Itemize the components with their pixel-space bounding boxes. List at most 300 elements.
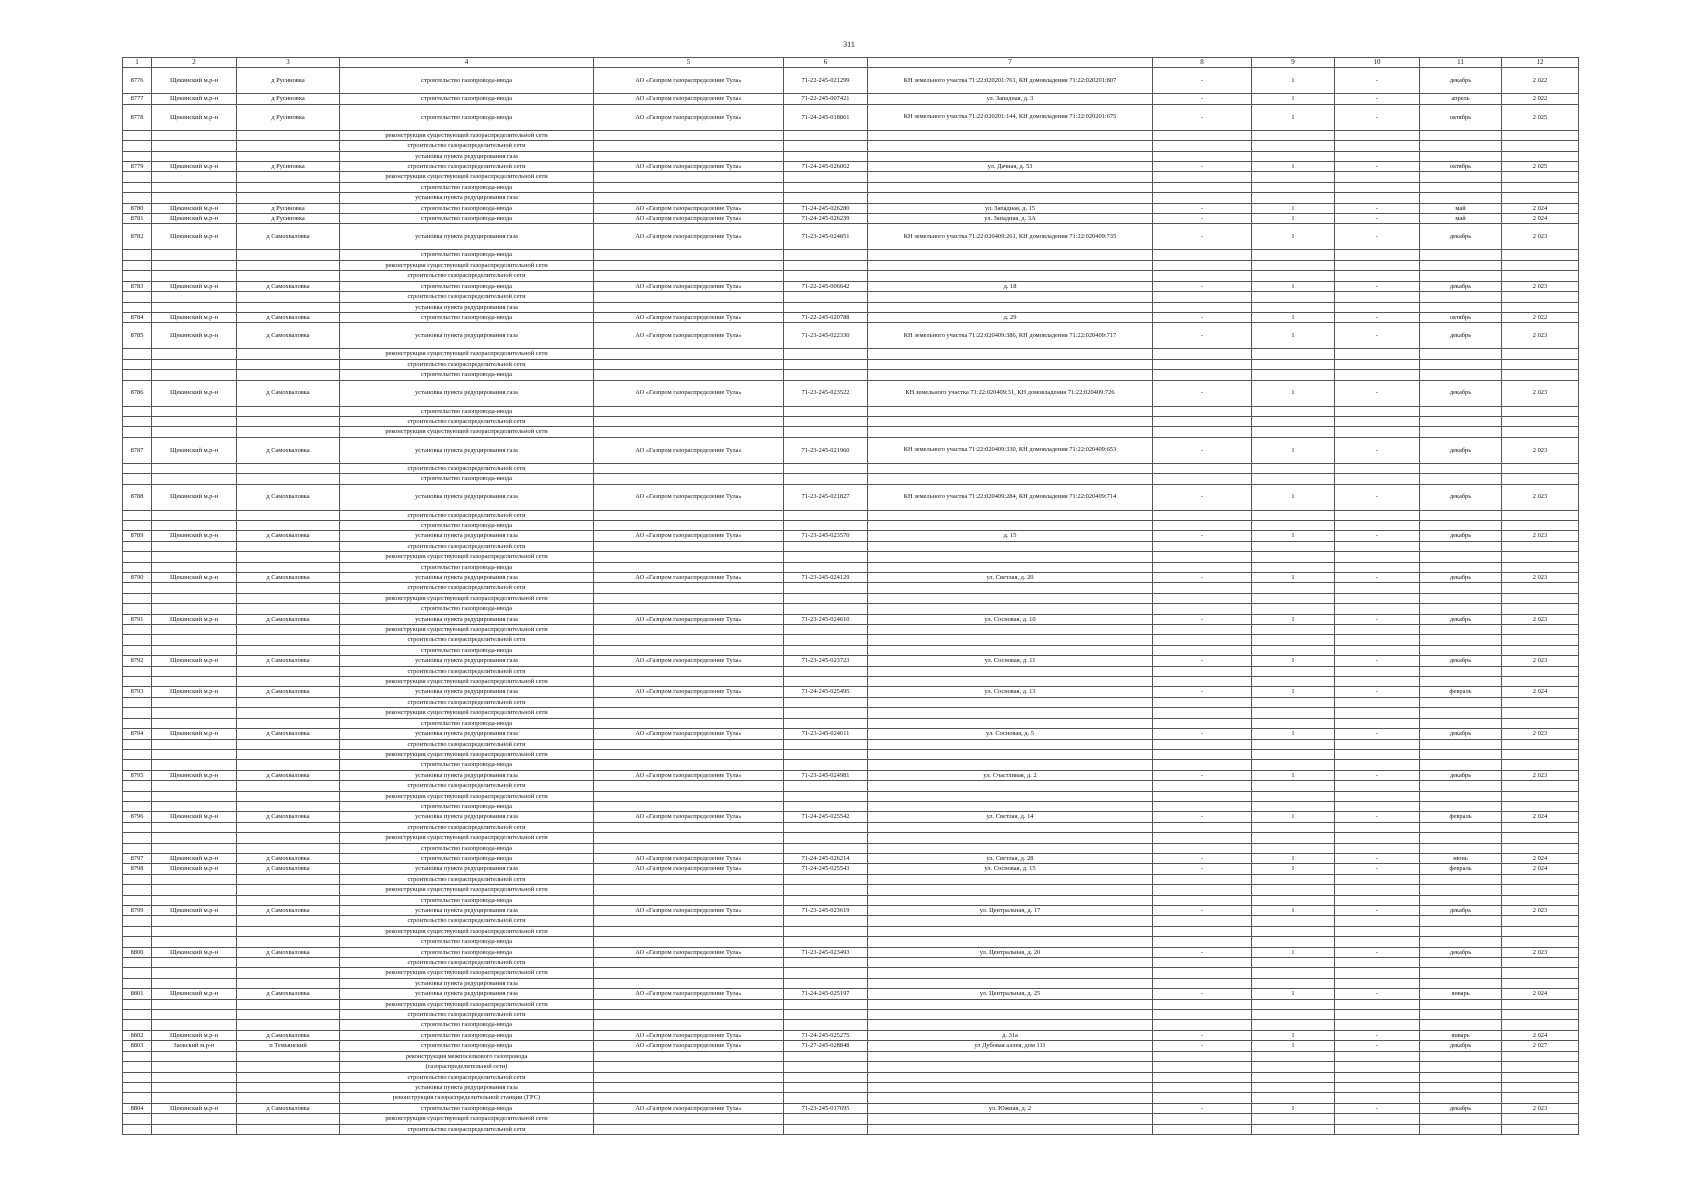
locality-cell xyxy=(237,760,340,770)
address-cell xyxy=(868,193,1153,203)
locality-cell: д Самохваловка xyxy=(237,573,340,583)
organization-cell: АО «Газпром газораспределение Тула» xyxy=(594,864,784,874)
row-number xyxy=(123,250,152,260)
year-cell xyxy=(1502,999,1579,1009)
address-cell xyxy=(868,260,1153,270)
month-cell xyxy=(1420,141,1502,151)
column-8-cell xyxy=(1153,1062,1252,1072)
column-8-cell xyxy=(1153,781,1252,791)
work-subrow xyxy=(123,141,1579,151)
year-cell xyxy=(1502,1020,1579,1030)
locality-cell xyxy=(237,406,340,416)
month-cell xyxy=(1420,749,1502,759)
request-code-cell xyxy=(784,130,868,140)
work-type-cell: реконструкция существующей газораспределительной сети xyxy=(340,791,594,801)
column-8-cell xyxy=(1153,141,1252,151)
year-cell: 2 024 xyxy=(1502,989,1579,999)
request-code-cell xyxy=(784,271,868,281)
quantity-cell xyxy=(1252,739,1335,749)
table-row xyxy=(123,989,1579,999)
locality-cell xyxy=(237,520,340,530)
column-10-cell: - xyxy=(1335,214,1420,224)
address-cell: ул. Сосновая, д. 11 xyxy=(868,656,1153,666)
locality-cell xyxy=(237,250,340,260)
work-type-cell: установка пункта редуцирования газа xyxy=(340,978,594,988)
quantity-cell xyxy=(1252,677,1335,687)
column-10-cell: - xyxy=(1335,812,1420,822)
column-8-cell xyxy=(1153,1124,1252,1134)
district-cell: Щекинский м.р-н xyxy=(152,203,237,213)
district-cell xyxy=(152,791,237,801)
work-subrow xyxy=(123,583,1579,593)
address-cell xyxy=(868,562,1153,572)
year-cell: 2 023 xyxy=(1502,656,1579,666)
column-10-cell: - xyxy=(1335,281,1420,291)
organization-cell xyxy=(594,359,784,369)
locality-cell: д Самохваловка xyxy=(237,437,340,463)
month-cell xyxy=(1420,833,1502,843)
request-code-cell xyxy=(784,635,868,645)
row-number: 8796 xyxy=(123,812,152,822)
work-type-cell: реконструкция существующей газораспределительной сети xyxy=(340,172,594,182)
year-cell xyxy=(1502,718,1579,728)
district-cell: Щекинский м.р-н xyxy=(152,656,237,666)
organization-cell xyxy=(594,427,784,437)
column-8-cell: - xyxy=(1153,312,1252,322)
organization-cell xyxy=(594,562,784,572)
row-number xyxy=(123,130,152,140)
work-subrow xyxy=(123,625,1579,635)
district-cell: Щекинский м.р-н xyxy=(152,437,237,463)
work-subrow xyxy=(123,510,1579,520)
year-cell xyxy=(1502,677,1579,687)
request-code-cell xyxy=(784,739,868,749)
column-10-cell: - xyxy=(1335,68,1420,94)
address-cell: ул. Западная, д. 15 xyxy=(868,203,1153,213)
locality-cell: д Самохваловка xyxy=(237,281,340,291)
district-cell xyxy=(152,474,237,484)
column-8-cell: - xyxy=(1153,573,1252,583)
locality-cell xyxy=(237,781,340,791)
quantity-cell: 1 xyxy=(1252,656,1335,666)
organization-cell xyxy=(594,1010,784,1020)
quantity-cell xyxy=(1252,250,1335,260)
month-cell xyxy=(1420,416,1502,426)
locality-cell xyxy=(237,370,340,380)
district-cell: Щекинский м.р-н xyxy=(152,312,237,322)
address-cell: ул. Счастливая, д. 2 xyxy=(868,770,1153,780)
row-number xyxy=(123,182,152,192)
month-cell: декабрь xyxy=(1420,1103,1502,1113)
locality-cell xyxy=(237,666,340,676)
address-cell xyxy=(868,1010,1153,1020)
address-cell: КН земельного участка 71:22:020409:31, КН домовладения 71:22:020409:726 xyxy=(868,380,1153,406)
organization-cell: АО «Газпром газораспределение Тула» xyxy=(594,656,784,666)
work-type-cell: строительство газораспределительной сети xyxy=(340,874,594,884)
column-8-cell: - xyxy=(1153,224,1252,250)
organization-cell xyxy=(594,739,784,749)
column-10-cell: - xyxy=(1335,531,1420,541)
locality-cell xyxy=(237,822,340,832)
month-cell: декабрь xyxy=(1420,1041,1502,1051)
district-cell xyxy=(152,349,237,359)
locality-cell xyxy=(237,541,340,551)
column-8-cell xyxy=(1153,604,1252,614)
locality-cell: д Русиновка xyxy=(237,214,340,224)
district-cell xyxy=(152,1062,237,1072)
column-8-cell xyxy=(1153,1114,1252,1124)
year-cell xyxy=(1502,151,1579,161)
work-type-cell: строительство газопровода-ввода xyxy=(340,1103,594,1113)
row-number: 8799 xyxy=(123,906,152,916)
month-cell xyxy=(1420,427,1502,437)
row-number: 8794 xyxy=(123,729,152,739)
month-cell xyxy=(1420,593,1502,603)
row-number: 8802 xyxy=(123,1030,152,1040)
request-code-cell xyxy=(784,604,868,614)
request-code-cell xyxy=(784,141,868,151)
column-10-cell xyxy=(1335,885,1420,895)
district-cell xyxy=(152,697,237,707)
organization-cell xyxy=(594,968,784,978)
work-type-cell: строительство газопровода-ввода xyxy=(340,645,594,655)
address-cell xyxy=(868,349,1153,359)
locality-cell xyxy=(237,978,340,988)
address-cell xyxy=(868,1072,1153,1082)
quantity-cell xyxy=(1252,406,1335,416)
quantity-cell: 1 xyxy=(1252,531,1335,541)
district-cell: Щекинский м.р-н xyxy=(152,94,237,104)
organization-cell xyxy=(594,1124,784,1134)
column-10-cell xyxy=(1335,604,1420,614)
table-row xyxy=(123,770,1579,780)
year-cell xyxy=(1502,593,1579,603)
row-number: 8780 xyxy=(123,203,152,213)
column-10-cell xyxy=(1335,562,1420,572)
month-cell: декабрь xyxy=(1420,614,1502,624)
district-cell xyxy=(152,151,237,161)
organization-cell xyxy=(594,833,784,843)
organization-cell xyxy=(594,666,784,676)
locality-cell xyxy=(237,749,340,759)
organization-cell xyxy=(594,583,784,593)
month-cell xyxy=(1420,739,1502,749)
month-cell: октябрь xyxy=(1420,104,1502,130)
request-code-cell: 71-24-245-018861 xyxy=(784,104,868,130)
request-code-cell xyxy=(784,1114,868,1124)
row-number xyxy=(123,370,152,380)
district-cell xyxy=(152,739,237,749)
address-cell: ул Дубовая аллея, дом 111 xyxy=(868,1041,1153,1051)
column-10-cell: - xyxy=(1335,614,1420,624)
organization-cell xyxy=(594,781,784,791)
month-cell xyxy=(1420,552,1502,562)
row-number xyxy=(123,1082,152,1092)
locality-cell xyxy=(237,1072,340,1082)
month-cell xyxy=(1420,697,1502,707)
column-10-cell xyxy=(1335,645,1420,655)
district-cell xyxy=(152,583,237,593)
locality-cell: д Самохваловка xyxy=(237,224,340,250)
quantity-cell: 1 xyxy=(1252,614,1335,624)
locality-cell: д Русиновка xyxy=(237,94,340,104)
month-cell xyxy=(1420,677,1502,687)
column-10-cell xyxy=(1335,593,1420,603)
column-8-cell xyxy=(1153,645,1252,655)
organization-cell: АО «Газпром газораспределение Тула» xyxy=(594,380,784,406)
month-cell xyxy=(1420,843,1502,853)
quantity-cell: 1 xyxy=(1252,853,1335,863)
request-code-cell xyxy=(784,349,868,359)
column-8-cell: - xyxy=(1153,281,1252,291)
column-8-cell xyxy=(1153,625,1252,635)
column-10-cell xyxy=(1335,895,1420,905)
column-8-cell: - xyxy=(1153,68,1252,94)
work-type-cell: реконструкция существующей газораспределительной сети xyxy=(340,749,594,759)
quantity-cell xyxy=(1252,1051,1335,1061)
locality-cell xyxy=(237,1062,340,1072)
work-subrow xyxy=(123,895,1579,905)
address-cell xyxy=(868,370,1153,380)
work-type-cell: реконструкция существующей газораспределительной сети xyxy=(340,833,594,843)
locality-cell: д Самохваловка xyxy=(237,687,340,697)
row-number: 8776 xyxy=(123,68,152,94)
work-type-cell: установка пункта редуцирования газа xyxy=(340,729,594,739)
column-10-cell xyxy=(1335,999,1420,1009)
organization-cell: АО «Газпром газораспределение Тула» xyxy=(594,853,784,863)
column-8-cell xyxy=(1153,427,1252,437)
request-code-cell: 71-27-245-028848 xyxy=(784,1041,868,1051)
address-cell xyxy=(868,739,1153,749)
year-cell xyxy=(1502,541,1579,551)
address-cell xyxy=(868,182,1153,192)
district-cell xyxy=(152,1114,237,1124)
district-cell xyxy=(152,635,237,645)
row-number: 8803 xyxy=(123,1041,152,1051)
column-8-cell xyxy=(1153,250,1252,260)
request-code-cell: 71-23-245-024610 xyxy=(784,614,868,624)
work-type-cell: строительство газопровода-ввода xyxy=(340,370,594,380)
column-8-cell xyxy=(1153,739,1252,749)
column-10-cell: - xyxy=(1335,203,1420,213)
address-cell: ул. Сосновая, д. 5 xyxy=(868,729,1153,739)
request-code-cell xyxy=(784,520,868,530)
column-8-cell xyxy=(1153,760,1252,770)
request-code-cell xyxy=(784,895,868,905)
address-cell: КН земельного участка 71:22:020201:144, КН домовладения 71:22:020201:675 xyxy=(868,104,1153,130)
year-cell xyxy=(1502,937,1579,947)
district-cell xyxy=(152,708,237,718)
address-cell: КН земельного участка 71:22:020409:330, КН домовладения 71:22:020409:653 xyxy=(868,437,1153,463)
column-10-cell xyxy=(1335,926,1420,936)
row-number xyxy=(123,801,152,811)
locality-cell: д Самохваловка xyxy=(237,614,340,624)
work-type-cell: строительство газопровода-ввода xyxy=(340,604,594,614)
work-type-cell: строительство газораспределительной сети xyxy=(340,635,594,645)
work-type-cell: установка пункта редуцирования газа xyxy=(340,380,594,406)
work-type-cell: строительство газопровода-ввода xyxy=(340,843,594,853)
work-type-cell: строительство газораспределительной сети xyxy=(340,916,594,926)
row-number: 8787 xyxy=(123,437,152,463)
address-cell xyxy=(868,463,1153,473)
quantity-cell xyxy=(1252,666,1335,676)
row-number xyxy=(123,292,152,302)
organization-cell xyxy=(594,193,784,203)
quantity-cell xyxy=(1252,895,1335,905)
address-cell xyxy=(868,552,1153,562)
column-8-cell xyxy=(1153,1093,1252,1103)
year-cell xyxy=(1502,604,1579,614)
month-cell xyxy=(1420,999,1502,1009)
request-code-cell xyxy=(784,645,868,655)
year-cell xyxy=(1502,833,1579,843)
column-8-cell: - xyxy=(1153,729,1252,739)
column-8-cell xyxy=(1153,130,1252,140)
district-cell xyxy=(152,926,237,936)
work-type-cell: реконструкция существующей газораспределительной сети xyxy=(340,1114,594,1124)
column-10-cell: - xyxy=(1335,437,1420,463)
district-cell: Щекинский м.р-н xyxy=(152,281,237,291)
address-cell xyxy=(868,885,1153,895)
locality-cell: п Темьянский xyxy=(237,1041,340,1051)
work-type-cell: строительство газораспределительной сети xyxy=(340,583,594,593)
row-number xyxy=(123,739,152,749)
row-number xyxy=(123,625,152,635)
column-10-cell xyxy=(1335,749,1420,759)
table-row xyxy=(123,323,1579,349)
organization-cell xyxy=(594,677,784,687)
request-code-cell xyxy=(784,791,868,801)
work-type-cell: строительство газопровода-ввода xyxy=(340,718,594,728)
column-8-cell xyxy=(1153,999,1252,1009)
table-row xyxy=(123,437,1579,463)
organization-cell xyxy=(594,416,784,426)
column-10-cell: - xyxy=(1335,162,1420,172)
column-8-cell xyxy=(1153,593,1252,603)
organization-cell: АО «Газпром газораспределение Тула» xyxy=(594,729,784,739)
district-cell xyxy=(152,1124,237,1134)
organization-cell xyxy=(594,541,784,551)
request-code-cell: 71-22-245-020788 xyxy=(784,312,868,322)
district-cell xyxy=(152,604,237,614)
organization-cell xyxy=(594,697,784,707)
address-cell: ул. Сосновая, д. 10 xyxy=(868,614,1153,624)
address-cell xyxy=(868,1093,1153,1103)
address-cell xyxy=(868,916,1153,926)
column-10-cell xyxy=(1335,708,1420,718)
month-cell xyxy=(1420,978,1502,988)
locality-cell: д Русиновка xyxy=(237,162,340,172)
row-number: 8779 xyxy=(123,162,152,172)
district-cell xyxy=(152,677,237,687)
work-type-cell: строительство газораспределительной сети xyxy=(340,958,594,968)
column-8-cell xyxy=(1153,677,1252,687)
request-code-cell xyxy=(784,510,868,520)
organization-cell xyxy=(594,760,784,770)
request-code-cell: 71-23-245-024129 xyxy=(784,573,868,583)
quantity-cell: 1 xyxy=(1252,947,1335,957)
request-code-cell xyxy=(784,958,868,968)
month-cell xyxy=(1420,583,1502,593)
work-subrow xyxy=(123,645,1579,655)
organization-cell xyxy=(594,885,784,895)
column-8-cell: - xyxy=(1153,656,1252,666)
column-8-cell xyxy=(1153,463,1252,473)
row-number xyxy=(123,833,152,843)
work-type-cell: строительство газораспределительной сети xyxy=(340,1124,594,1134)
work-type-cell: строительство газопровода-ввода xyxy=(340,214,594,224)
locality-cell: д Самохваловка xyxy=(237,1103,340,1113)
address-cell: ул. Центральная, д. 17 xyxy=(868,906,1153,916)
organization-cell xyxy=(594,926,784,936)
column-10-cell xyxy=(1335,833,1420,843)
row-number: 8791 xyxy=(123,614,152,624)
work-type-cell: строительство газораспределительной сети xyxy=(340,162,594,172)
address-cell: ул. Светлая, д. 28 xyxy=(868,853,1153,863)
column-8-cell xyxy=(1153,151,1252,161)
locality-cell xyxy=(237,958,340,968)
row-number xyxy=(123,562,152,572)
work-subrow xyxy=(123,271,1579,281)
request-code-cell: 71-23-245-021827 xyxy=(784,484,868,510)
column-10-cell: - xyxy=(1335,380,1420,406)
locality-cell: д Самохваловка xyxy=(237,323,340,349)
address-cell xyxy=(868,583,1153,593)
quantity-cell xyxy=(1252,833,1335,843)
organization-cell: АО «Газпром газораспределение Тула» xyxy=(594,614,784,624)
column-10-cell xyxy=(1335,474,1420,484)
row-number: 8797 xyxy=(123,853,152,863)
request-code-cell: 71-23-245-023619 xyxy=(784,906,868,916)
table-row xyxy=(123,1103,1579,1113)
organization-cell xyxy=(594,937,784,947)
year-cell xyxy=(1502,349,1579,359)
work-type-cell: строительство газораспределительной сети xyxy=(340,141,594,151)
address-cell xyxy=(868,416,1153,426)
locality-cell xyxy=(237,791,340,801)
work-subrow xyxy=(123,999,1579,1009)
year-cell: 2 024 xyxy=(1502,203,1579,213)
district-cell xyxy=(152,593,237,603)
year-cell: 2 023 xyxy=(1502,531,1579,541)
column-10-cell xyxy=(1335,625,1420,635)
column-10-cell xyxy=(1335,791,1420,801)
address-cell xyxy=(868,718,1153,728)
locality-cell xyxy=(237,302,340,312)
column-8-cell: - xyxy=(1153,947,1252,957)
work-subrow xyxy=(123,843,1579,853)
district-cell: Щекинский м.р-н xyxy=(152,484,237,510)
request-code-cell xyxy=(784,937,868,947)
work-type-cell: реконструкция существующей газораспределительной сети xyxy=(340,885,594,895)
quantity-cell xyxy=(1252,552,1335,562)
organization-cell xyxy=(594,510,784,520)
district-cell xyxy=(152,625,237,635)
quantity-cell: 1 xyxy=(1252,989,1335,999)
work-subrow xyxy=(123,130,1579,140)
locality-cell xyxy=(237,552,340,562)
quantity-cell xyxy=(1252,1020,1335,1030)
column-10-cell xyxy=(1335,552,1420,562)
column-8-cell xyxy=(1153,370,1252,380)
district-cell: Щекинский м.р-н xyxy=(152,380,237,406)
district-cell xyxy=(152,193,237,203)
column-8-cell xyxy=(1153,635,1252,645)
table-row xyxy=(123,94,1579,104)
organization-cell xyxy=(594,474,784,484)
month-cell: декабрь xyxy=(1420,906,1502,916)
work-type-cell: установка пункта редуцирования газа xyxy=(340,656,594,666)
